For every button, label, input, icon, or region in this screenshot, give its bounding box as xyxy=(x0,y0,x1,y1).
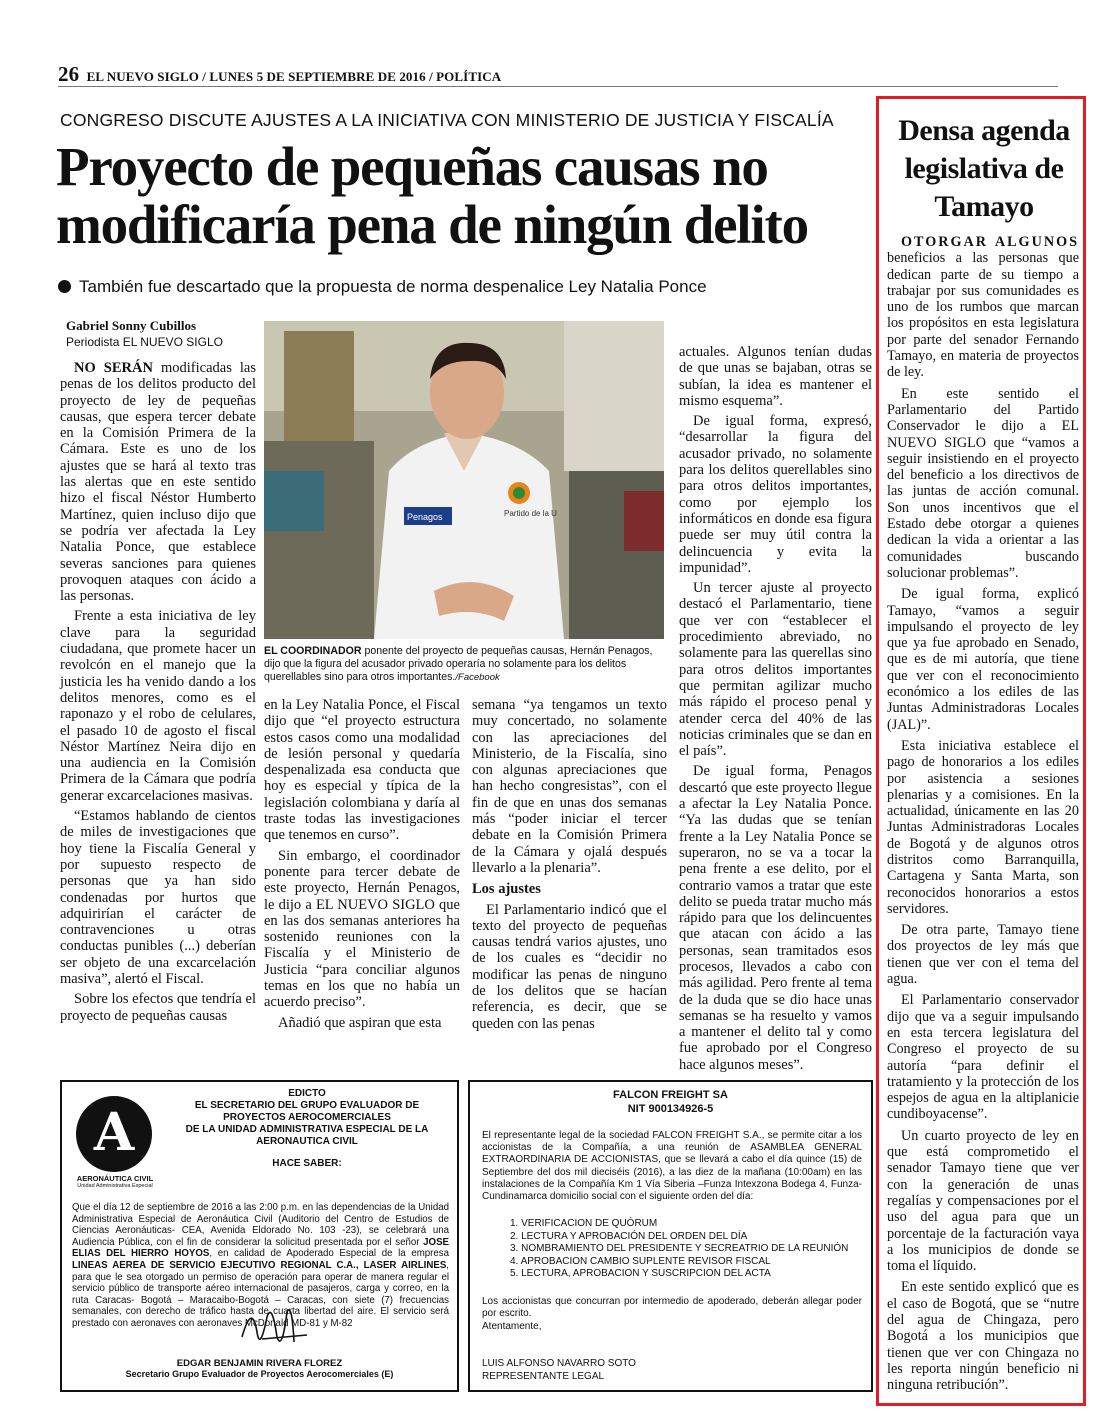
aerocivil-logo xyxy=(76,1096,152,1172)
aerocivil-logo-text: AERONÁUTICA CIVIL xyxy=(76,1174,154,1183)
paragraph: En este sentido el Parlamentario del Partido Conservador le dijo a EL NUEVO SIGLO que “vamos a seguir insistiendo en el proyecto del beneficio a los directivos de las juntas de acción comunal. Son unos incentivos que el Estado debe otorgar a quienes dedican la vida a orientar a las comunidades buscando solucionar problemas”. xyxy=(887,385,1079,581)
edicto-heading: EDICTO EL SECRETARIO DEL GRUPO EVALUADOR DE PROYECTOS AEROCOMERCIALES DE LA UNIDAD ADMINISTRATIVA ESPECIAL DE LA AERONAUTICA CIVIL HACE SABER: xyxy=(172,1088,442,1170)
list-item: 5. LECTURA, APROBACION Y SUSCRIPCION DEL ACTA xyxy=(510,1268,771,1279)
paragraph: Esta iniciativa establece el pago de honorarios a los ediles por asistencia a sesiones plenarias y a comisiones. En la actualidad, únicamente en las 20 Juntas Administradoras Locales de Bogotá y de algunos otros distritos como Barranquilla, Cartagena y Santa Marta, son reconocidos honorarios a estos servidores. xyxy=(887,737,1079,917)
sidebar-body xyxy=(887,234,1079,1393)
paragraph: NO SERÁN modificadas las penas de los delitos producto del proyecto de ley de pequeñas causas, que espera tercer debate en la Comisión Primera de la Cámara. Este es uno de los ajustes que se hará al texto tras las alertas que en este sentido hizo el fiscal Néstor Humberto Martínez, quien incluso dijo que se podría ver afectada la Ley Natalia Ponce, que establece severas sanciones para quienes provoquen ataques con ácido a las personas. xyxy=(60,360,256,605)
falcon-agenda-list xyxy=(510,1218,860,1281)
article-column-3 xyxy=(472,697,667,1032)
paragraph: De igual forma, explicó Tamayo, “vamos a seguir impulsando el proyecto de ley que ya fue aprobado en Senado, que es de mi autoría, que tiene que ver con el reconocimiento económico a los ediles de las Juntas Administradoras Locales (JAL)”. xyxy=(887,586,1079,733)
signer-name: EDGAR BENJAMIN RIVERA FLOREZ xyxy=(176,1358,343,1369)
signature-scribble xyxy=(232,1297,322,1357)
list-item: 2. LECTURA Y APROBACIÓN DEL ORDEN DEL DÍA xyxy=(510,1230,748,1242)
page-number: 26 xyxy=(58,62,80,86)
paragraph: Sin embargo, el coordinador ponente para tercer debate de este proyecto, Hernán Penagos, le dijo a EL NUEVO SIGLO que en las dos semanas anteriores ha sostenido reuniones con la Fiscalía y el Ministerio de Justicia “para conciliar algunos temas en los que no había un acuerdo preciso”. xyxy=(264,847,460,1011)
aerocivil-logo-letter: A xyxy=(93,1102,135,1163)
bullet-icon xyxy=(58,280,71,293)
page-header xyxy=(58,62,501,87)
falcon-heading xyxy=(470,1088,871,1116)
paragraph: El Parlamentario conservador dijo que va a seguir impulsando en esta tercera legislatura del Congreso el proyecto de su autoría “para definir el tratamiento y la protección de los espejos de agua en la altiplanicie cundiboyacense”. xyxy=(887,992,1079,1123)
article-kicker: CONGRESO DISCUTE AJUSTES A LA INICIATIVA CON MINISTERIO DE JUSTICIA Y FISCALÍA xyxy=(60,110,834,130)
paragraph: De igual forma, Penagos descartó que este proyecto llegue a afectar la Ley Natalia Ponce. “Ya las dudas que se tenían frente a la Ley Natalia Ponce se superaron, no se va a tocar la pena frente a ese delito, por el contrario vamos a tratar que este delito se pueda tratar mucho más rápido para que los delincuentes que atacan con ácido a las personas, sean tramitados esos procesos, llevados a cabo con más agilidad. Pero frente al tema de la duda que se dio hace unas semanas se ha resuelto y vamos a mantener el delito tal y como fue aprobado por el Congreso hace algunos meses”. xyxy=(679,763,872,1073)
photo-illustration xyxy=(264,321,664,639)
paragraph: El Parlamentario indicó que el texto del proyecto de pequeñas causas tendrá varios ajustes, uno de los cuales es “decidir no modificar las penas de ninguno de los delitos que se hacían referencia, es decir, que se queden con las penas xyxy=(472,901,667,1032)
shirt-logo-text: Penagos xyxy=(407,512,443,522)
list-item: 1. VERIFICACION DE QUÓRUM xyxy=(510,1218,658,1229)
byline-role: Periodista EL NUEVO SIGLO xyxy=(66,335,223,349)
paragraph: Frente a esta iniciativa de ley clave para la seguridad ciudadana, que promete hacer un revolcón en el manejo que la justicia les ha venido dando a los delitos menores, como es el raponazo y el robo de celulares, el pasado 10 de agosto el fiscal Néstor Martínez Neira dijo en una audiencia en la Comisión Primera de la Cámara que podría generar excarcelaciones masivas. xyxy=(60,608,256,804)
list-item: 3. NOMBRAMIENTO DEL PRESIDENTE Y SECREATRIO DE LA REUNIÓN xyxy=(510,1243,849,1254)
paragraph: “Estamos hablando de cientos de miles de investigaciones que hoy tiene la Fiscalía General y por supuesto respecto de personas que ya han sido condenadas por hurtos que adquirirían el carácter de contravenciones u otras conductas punibles (...) deberían ser objeto de una excarcelación masiva”, alertó el Fiscal. xyxy=(60,808,256,987)
falcon-signer-role: REPRESENTANTE LEGAL xyxy=(482,1371,605,1382)
paragraph: Un tercer ajuste al proyecto destacó el Parlamentario, tiene que ver con “establecer el procedimiento abreviado, no solamente para las querellas sino para otros delitos importantes que permitan agilizar mucho más rápido el proceso penal y atender cerca del 40% de las noticias criminales que se dan en el país”. xyxy=(679,580,872,760)
page-header-text: EL NUEVO SIGLO / LUNES 5 DE SEPTIEMBRE DE 2016 / POLÍTICA xyxy=(86,69,502,84)
paragraph: actuales. Algunos tenían dudas de que unas se bajaban, otras se subían, la idea es mantener el mismo esquema”. xyxy=(679,344,872,409)
section-heading: Los ajustes xyxy=(472,881,541,898)
edicto-signer xyxy=(62,1358,457,1379)
sidebar-title: Densa agenda legislativa de Tamayo xyxy=(898,114,1070,223)
paragraph: De otra parte, Tamayo tiene dos proyectos de ley más que tienen que ver con el tema del agua. xyxy=(887,922,1079,988)
byline: Gabriel Sonny Cubillos xyxy=(66,318,197,333)
party-badge-text: Partido de la U xyxy=(504,509,557,518)
article-photo xyxy=(264,321,664,639)
paragraph: Sobre los efectos que tendría el proyecto de pequeñas causas xyxy=(60,991,256,1024)
falcon-title: FALCON FREIGHT SA xyxy=(613,1089,728,1101)
aerocivil-logo-subtext: Unidad Administrativa Especial xyxy=(77,1183,153,1189)
falcon-freight-notice xyxy=(468,1080,873,1392)
edicto-notice xyxy=(60,1080,459,1392)
article-column-2 xyxy=(264,697,460,1031)
lead-in: NO SERÁN xyxy=(74,360,153,376)
edicto-title: EDICTO xyxy=(288,1088,326,1099)
photo-credit: /Facebook xyxy=(455,672,500,683)
falcon-salutation: Atentamente, xyxy=(482,1321,542,1332)
paragraph: OTORGAR ALGUNOS beneficios a las personas que dedican parte de su tiempo a trabajar por sus comunidades es uno de los rumbos que marcan los propósitos en esta legislatura por parte del senador Fernando Tamayo, en materia de proyectos de ley. xyxy=(887,234,1079,381)
falcon-closing: Los accionistas que concurran por intermedio de apoderado, deberán allegar poder por escrito. xyxy=(482,1296,862,1320)
paragraph: En este sentido explicó que es el caso de Bogotá, que se “nutre del agua de Chingaza, pero Bogotá a los municipios que tienen que ver con Chingaza no les reporta ningún beneficio ni ninguna retribución”. xyxy=(887,1279,1079,1394)
falcon-body: El representante legal de la sociedad FALCON FREIGHT S.A., se permite citar a los accionistas de la Compañía, a una reunión de ASAMBLEA GENERAL EXTRAORDINARIA DE ACCIONISTAS, que se llevará a cabo el día quince (15) de Septiembre del dos mil dieciséis (2016), a las diez de la mañana (10:00am) en las instalaciones de la Compañía Km 1 Vía Siberia –Funza Intexzona Bodega 4, Funza-Cundinamarca domicilio social con el siguiente orden del día: xyxy=(482,1130,862,1203)
subhead-text: También fue descartado que la propuesta de norma despenalice Ley Natalia Ponce xyxy=(79,277,707,296)
lead-in: OTORGAR ALGUNOS xyxy=(901,234,1079,250)
caption-lead: EL COORDINADOR xyxy=(264,645,362,657)
article-column-4 xyxy=(679,344,872,1073)
edicto-body: Que el día 12 de septiembre de 2016 a las 2:00 p.m. en las dependencias de la Unidad Administrativa Especial de Aeronáutica Civil (Auditorio del Centro de Estudios de Ciencias Aeronáuticas- CEA, Avenida Eldorado No. 103 -23), se celebrará una Audiencia Pública, con el fin de considerar la solicitud presentada por el señor JOSE ELIAS DEL HIERRO HOYOS, en calidad de Apoderado Especial de la empresa LINEAS AEREA DE SERVICIO EJECUTIVO REGIONAL C.A., LASER AIRLINES, para que le sea otorgado un permiso de operación para operar de manera regular el servicio público de transporte aéreo internacional de pasajeros, carga y correo, en la ruta Caracas- Bogotá – Maracaibo-Bogotá – Caracas, con siete (7) frecuencias semanales, con derecho de tráfico hasta de cuarta libertad del aire. El servicio será prestado con aeronaves con aeronaves McDonald MD-81 y M-82 xyxy=(72,1202,450,1329)
header-divider xyxy=(58,86,1058,87)
paragraph: Un cuarto proyecto de ley en que está comprometido el senador Tamayo tiene que ver con la generación de unas regalías y compensaciones por el uso del agua para que un porcentaje de la facturación vaya a los municipios de donde se toma el líquido. xyxy=(887,1127,1079,1275)
article-headline: Proyecto de pequeñas causas no modificaría pena de ningún delito xyxy=(56,136,808,255)
paragraph: Añadió que aspiran que esta xyxy=(278,1014,442,1031)
photo-caption: EL COORDINADOR ponente del proyecto de pequeñas causas, Hernán Penagos, dijo que la figura del acusador privado operaría no solamente para los delitos querellables sino para otros importantes./Facebook xyxy=(264,645,653,683)
falcon-nit: NIT 900134926-5 xyxy=(627,1103,714,1115)
article-column-1 xyxy=(60,360,256,1024)
falcon-signer-name: LUIS ALFONSO NAVARRO SOTO xyxy=(482,1358,636,1369)
paragraph: semana “ya tengamos un texto muy concertado, no solamente con las apreciaciones del Ministerio, de la Fiscalía, sino con algunas apreciaciones que han hecho congresistas”, con el fin de que en unas dos semanas más “poder iniciar el tercer debate en la Comisión Primera de la Cámara y ojalá después llevarlo a la plenaria”. xyxy=(472,697,667,876)
list-item: 4. APROBACION CAMBIO SUPLENTE REVISOR FISCAL xyxy=(510,1255,771,1267)
paragraph: De igual forma, expresó, “desarrollar la figura del acusador privado, no solamente para los delitos querellables sino para otros delitos importantes, como por ejemplo los informáticos en donde esa figura puede ser muy útil contra la delincuencia y evita la impunidad”. xyxy=(679,413,872,576)
signer-role: Secretario Grupo Evaluador de Proyectos Aerocomerciales (E) xyxy=(125,1369,394,1379)
article-subhead xyxy=(58,277,707,297)
paragraph: en la Ley Natalia Ponce, el Fiscal dijo que “el proyecto estructura estos casos como una modalidad de lesión personal y quedaría despenalizada esa conducta que hoy es especial y típica de la legislación colombiana y daría al traste todas las investigaciones que tenemos en curso”. xyxy=(264,697,460,844)
